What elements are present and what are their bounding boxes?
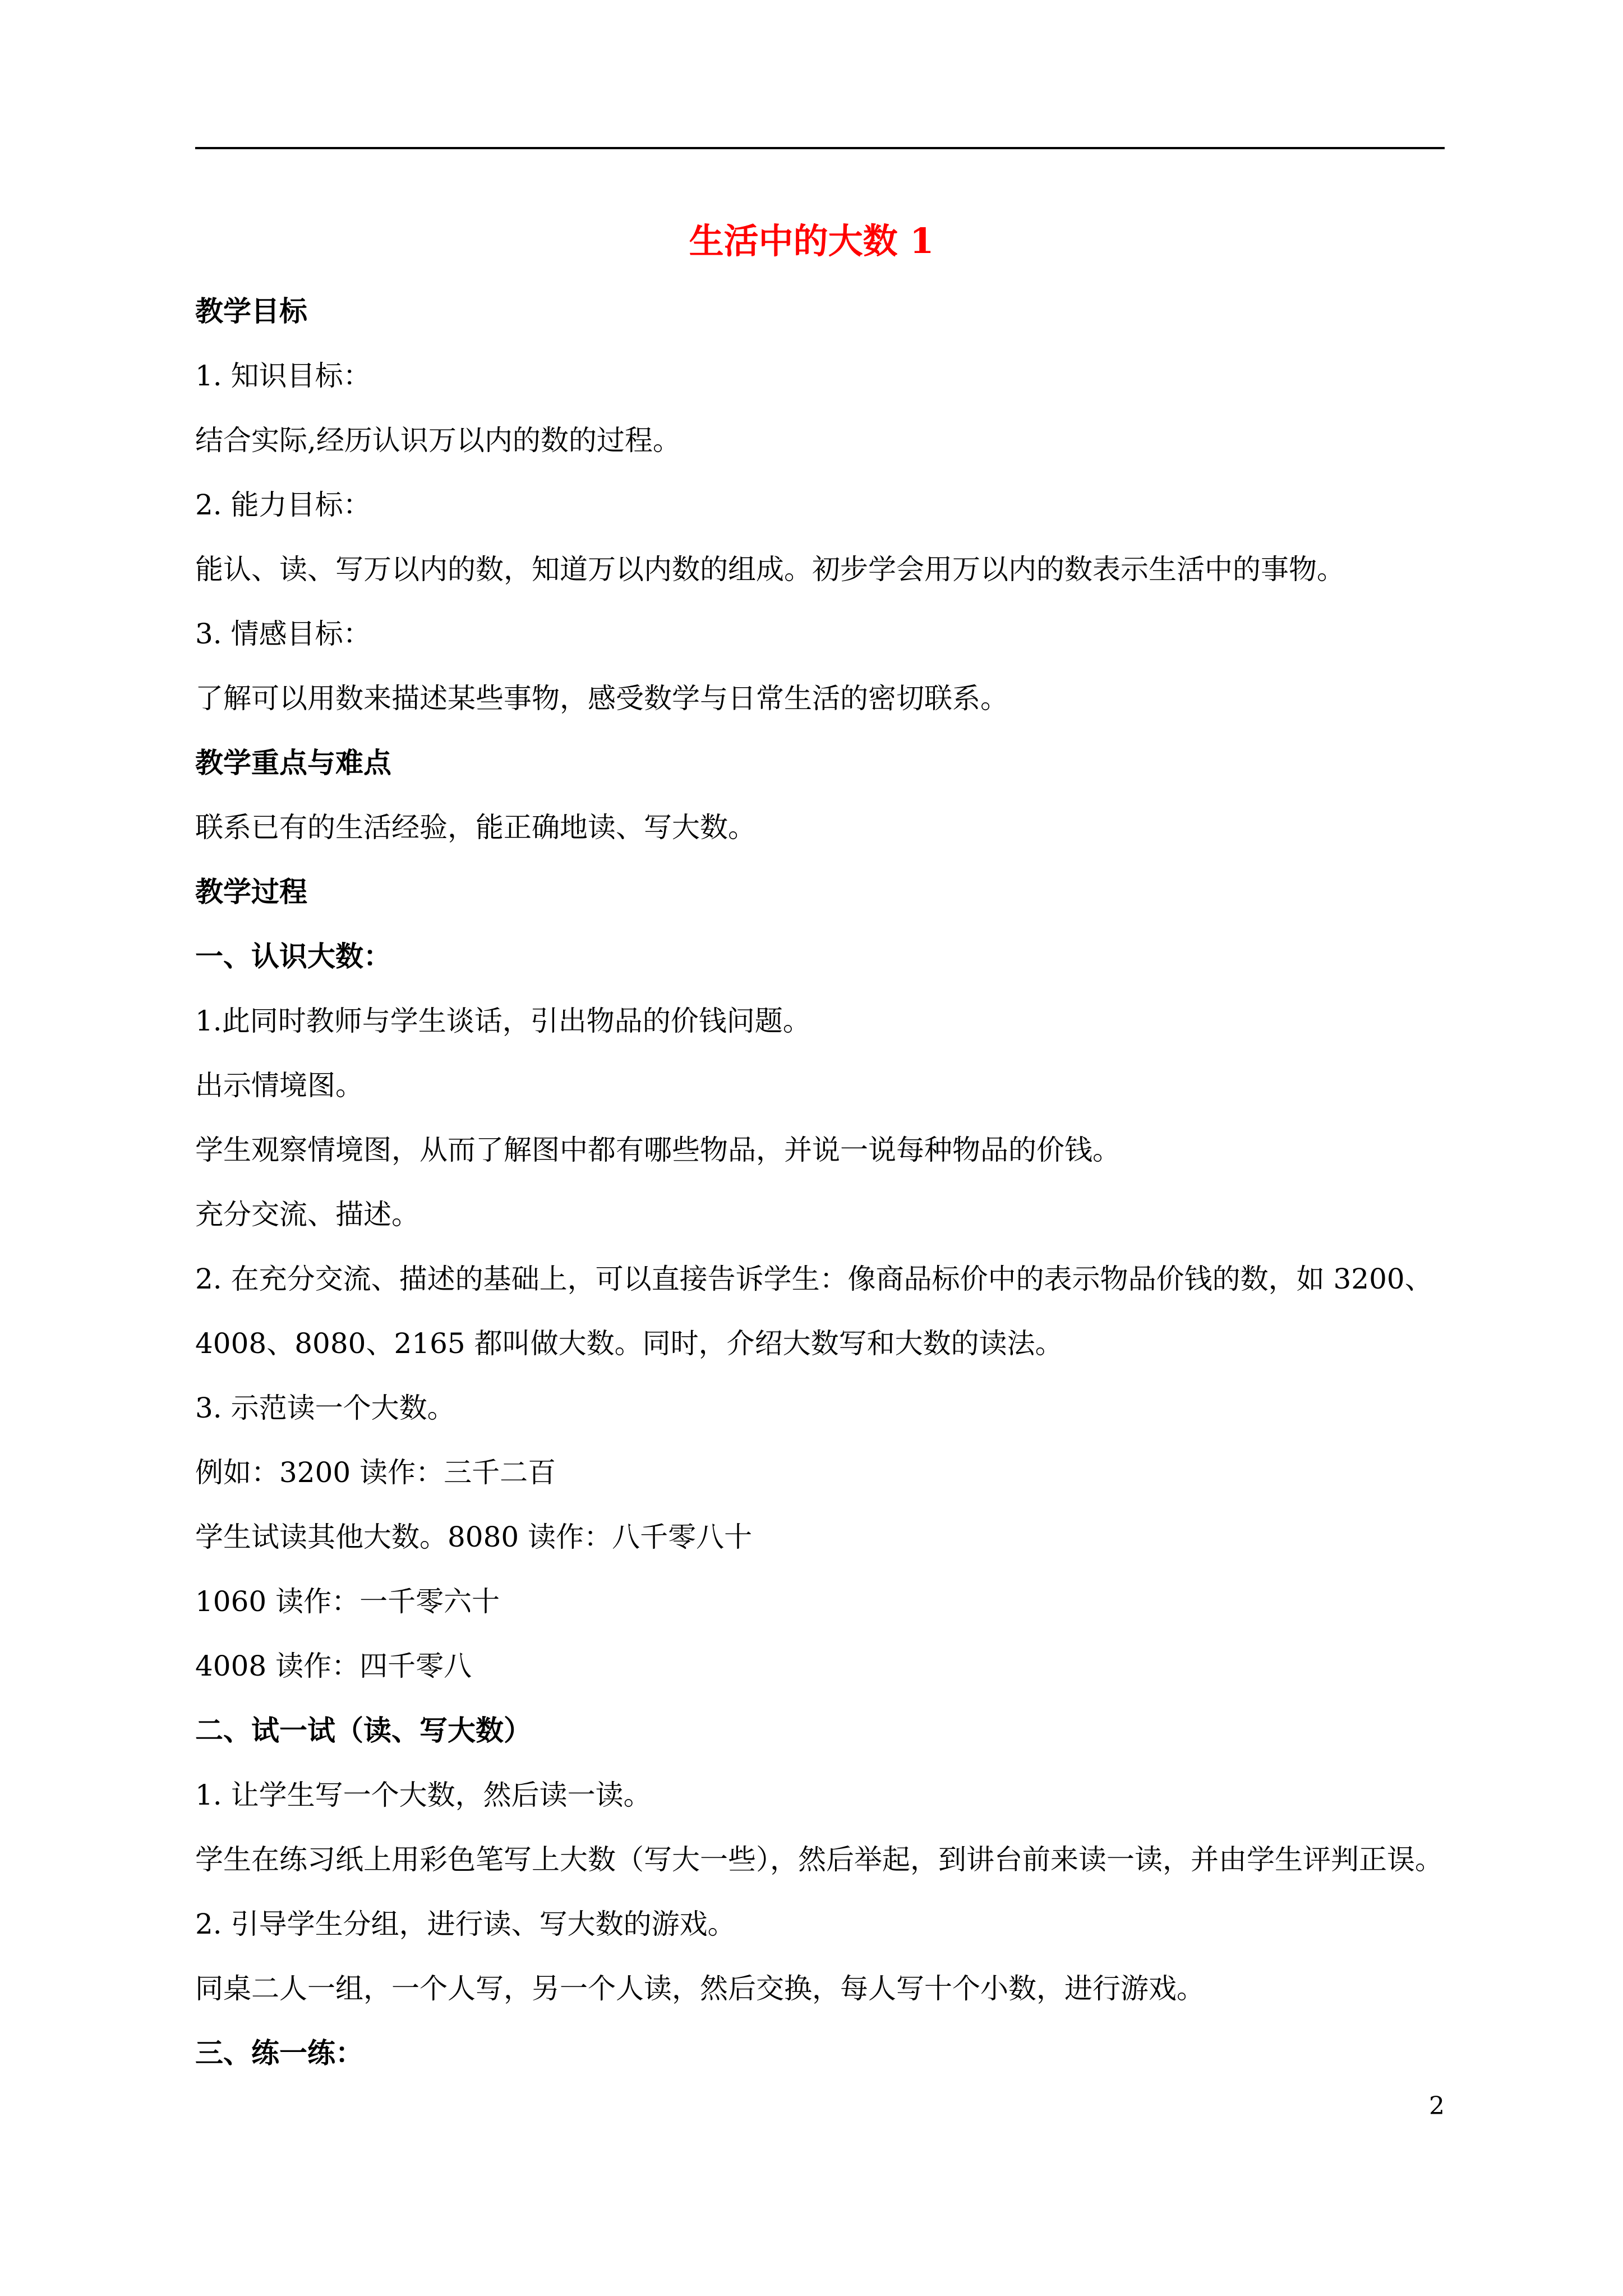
- paragraph-line: 结合实际,经历认识万以内的数的过程。: [195, 424, 681, 457]
- paragraph-line: 充分交流、描述。: [195, 1198, 419, 1231]
- section-heading-teaching-process: 教学过程: [195, 875, 307, 908]
- paragraph-line: 学生试读其他大数。8080 读作：八千零八十: [195, 1521, 753, 1553]
- paragraph-line: 例如：3200 读作：三千二百: [195, 1456, 556, 1489]
- subsection-heading-try-it: 二、试一试（读、写大数）: [195, 1714, 532, 1747]
- paragraph-line: 出示情境图。: [195, 1069, 363, 1102]
- paragraph-line: 2. 引导学生分组，进行读、写大数的游戏。: [195, 1908, 736, 1940]
- paragraph-line: 能认、读、写万以内的数，知道万以内数的组成。初步学会用万以内的数表示生活中的事物。: [195, 553, 1345, 586]
- subsection-heading-recognize-large-numbers: 一、认识大数：: [195, 940, 391, 973]
- paragraph-line: 1. 让学生写一个大数，然后读一读。: [195, 1779, 652, 1811]
- paragraph-line: 联系已有的生活经验，能正确地读、写大数。: [195, 811, 756, 844]
- paragraph-line: 同桌二人一组，一个人写，另一个人读，然后交换，每人写十个小数，进行游戏。: [195, 1972, 1205, 2005]
- section-heading-key-points: 教学重点与难点: [195, 746, 391, 779]
- paragraph-line: 1. 知识目标：: [195, 360, 371, 392]
- header-rule: [195, 147, 1445, 149]
- paragraph-line: 1060 读作：一千零六十: [195, 1585, 500, 1618]
- paragraph-line: 2. 在充分交流、描述的基础上，可以直接告诉学生：像商品标价中的表示物品价钱的数，如 3200、: [195, 1263, 1433, 1295]
- paragraph-line: 3. 情感目标：: [195, 618, 371, 650]
- paragraph-line: 学生观察情境图，从而了解图中都有哪些物品，并说一说每种物品的价钱。: [195, 1134, 1121, 1166]
- paragraph-line: 4008 读作：四千零八: [195, 1650, 472, 1682]
- paragraph-line: 2. 能力目标：: [195, 489, 371, 521]
- page-number: 2: [1429, 2092, 1445, 2120]
- subsection-heading-practice: 三、练一练：: [195, 2036, 363, 2069]
- paragraph-line: 了解可以用数来描述某些事物，感受数学与日常生活的密切联系。: [195, 682, 1008, 715]
- paragraph-line: 3. 示范读一个大数。: [195, 1392, 455, 1424]
- paragraph-line: 学生在练习纸上用彩色笔写上大数（写大一些），然后举起，到讲台前来读一读，并由学生评判正误。: [195, 1843, 1443, 1876]
- section-heading-teaching-goals: 教学目标: [195, 295, 307, 328]
- document-title: 生活中的大数 1: [689, 220, 934, 261]
- paragraph-line: 4008、8080、2165 都叫做大数。同时，介绍大数写和大数的读法。: [195, 1327, 1063, 1360]
- paragraph-line: 1.此同时教师与学生谈话，引出物品的价钱问题。: [195, 1005, 811, 1037]
